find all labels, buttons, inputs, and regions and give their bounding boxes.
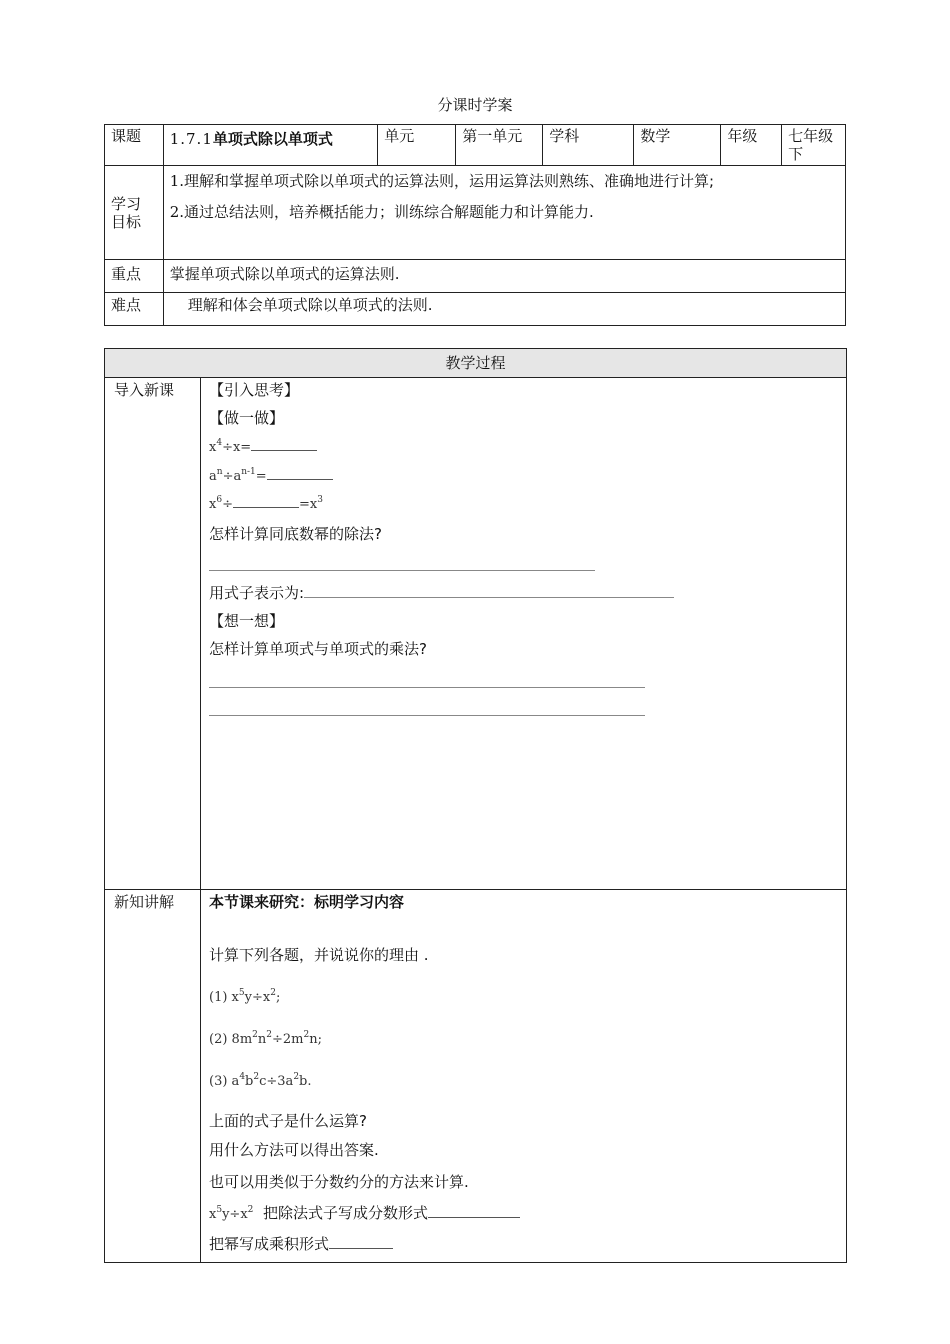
intro-question-power: 怎样计算同底数幂的除法?: [209, 525, 382, 543]
subject-value-cell: [634, 125, 721, 166]
intro-question-monomial: 怎样计算单项式与单项式的乘法?: [209, 640, 427, 658]
power-division-2: $a^n\div a^{n-1}=$: [209, 467, 333, 487]
intro-heading-reflect: 【想一想】: [209, 612, 285, 630]
goal-1: [170, 170, 839, 192]
answer-blank[interactable]: [428, 1205, 520, 1218]
key-value-cell: [163, 260, 845, 293]
goals-label-cell: [105, 166, 164, 260]
goal-2: [170, 201, 839, 223]
exercise-3-number: (3): [209, 1074, 228, 1089]
power-division-3: $x^6\div =x^3$: [209, 495, 323, 512]
document-title: 分课时学案: [437, 96, 513, 114]
intro-heading-do: 【做一做】: [209, 409, 285, 427]
exercise-1-number: (1): [209, 990, 228, 1005]
topic-number: 1.7.1: [169, 130, 213, 148]
exercise-1: (1) $x^5y\div x^2$;: [209, 988, 281, 1005]
unit-value-cell: [456, 125, 543, 166]
goals-value-cell: [163, 166, 845, 260]
goal-2-number: 2.: [169, 203, 185, 221]
goal-1-text: 理解和掌握单项式除以单项式的运算法则，运用运算法则熟练、准确地进行计算;: [184, 172, 715, 190]
new-knowledge-label: 新知讲解: [105, 890, 201, 1263]
step-product-form: [209, 1234, 393, 1254]
answer-line[interactable]: [209, 715, 645, 716]
intro-heading-think: 【引入思考】: [209, 381, 300, 399]
topic-value-cell: [163, 125, 378, 166]
topic-label-cell: [105, 125, 164, 166]
step-fraction-text: 把除法式子写成分数形式: [262, 1204, 428, 1222]
formula-blank[interactable]: [304, 585, 674, 598]
formula-prompt-line: [209, 583, 674, 603]
grade-value: 七年级下: [788, 127, 834, 163]
intro-content: [201, 378, 847, 890]
answer-blank[interactable]: [267, 467, 333, 480]
grade-label-cell: [721, 125, 782, 166]
intro-label: 导入新课: [105, 378, 201, 890]
process-header: 教学过程: [105, 349, 847, 378]
exercise-2-number: (2): [209, 1032, 228, 1047]
unit-label: 单元: [384, 127, 415, 145]
grade-label: 年级: [727, 127, 758, 145]
difficulty-value-cell: [163, 293, 845, 326]
question-fraction: 也可以用类似于分数约分的方法来计算.: [209, 1173, 469, 1191]
unit-label-cell: [378, 125, 456, 166]
exercise-3: (3) $a^4b^2c\div 3a^2b$.: [209, 1072, 312, 1089]
goal-1-number: 1.: [169, 172, 185, 190]
key-value: 掌握单项式除以单项式的运算法则.: [169, 265, 400, 283]
answer-blank[interactable]: [251, 438, 317, 451]
subject-value: 数学: [640, 127, 671, 145]
difficulty-label-cell: [105, 293, 164, 326]
difficulty-label: 难点: [111, 296, 142, 314]
formula-prompt: 用式子表示为:: [209, 584, 305, 602]
new-knowledge-instruction: 计算下列各题，并说说你的理由 .: [209, 946, 429, 964]
exercise-2: (2) $8m^2n^2\div 2m^2n$;: [209, 1030, 322, 1047]
key-label: 重点: [111, 265, 142, 283]
question-operation: 上面的式子是什么运算?: [209, 1112, 367, 1130]
answer-blank[interactable]: [329, 1236, 393, 1249]
teaching-process-table: [104, 348, 847, 1263]
power-division-1: $x^4\div x=$: [209, 438, 317, 458]
subject-label: 学科: [549, 127, 580, 145]
grade-value-cell: [782, 125, 846, 166]
new-knowledge-content: [201, 890, 847, 1263]
answer-line[interactable]: [209, 687, 645, 688]
step-product-text: 把幂写成乘积形式: [209, 1235, 330, 1253]
goals-label: 学习目标: [111, 194, 142, 231]
topic-title: 单项式除以单项式: [212, 130, 333, 148]
key-label-cell: [105, 260, 164, 293]
unit-value: 第一单元: [462, 127, 523, 145]
new-knowledge-heading: 本节课来研究：标明学习内容: [209, 893, 405, 911]
lesson-info-table: [104, 124, 846, 326]
goal-2-text: 通过总结法则，培养概括能力；训练综合解题能力和计算能力.: [184, 203, 594, 221]
subject-label-cell: [543, 125, 634, 166]
step-fraction-form: $x^5y\div x^2$ 把除法式子写成分数形式: [209, 1203, 520, 1225]
answer-blank[interactable]: [233, 495, 299, 508]
difficulty-value: 理解和体会单项式除以单项式的法则.: [187, 296, 433, 314]
topic-label: 课题: [111, 127, 142, 145]
answer-line[interactable]: [209, 570, 595, 571]
question-method: 用什么方法可以得出答案.: [209, 1141, 379, 1159]
